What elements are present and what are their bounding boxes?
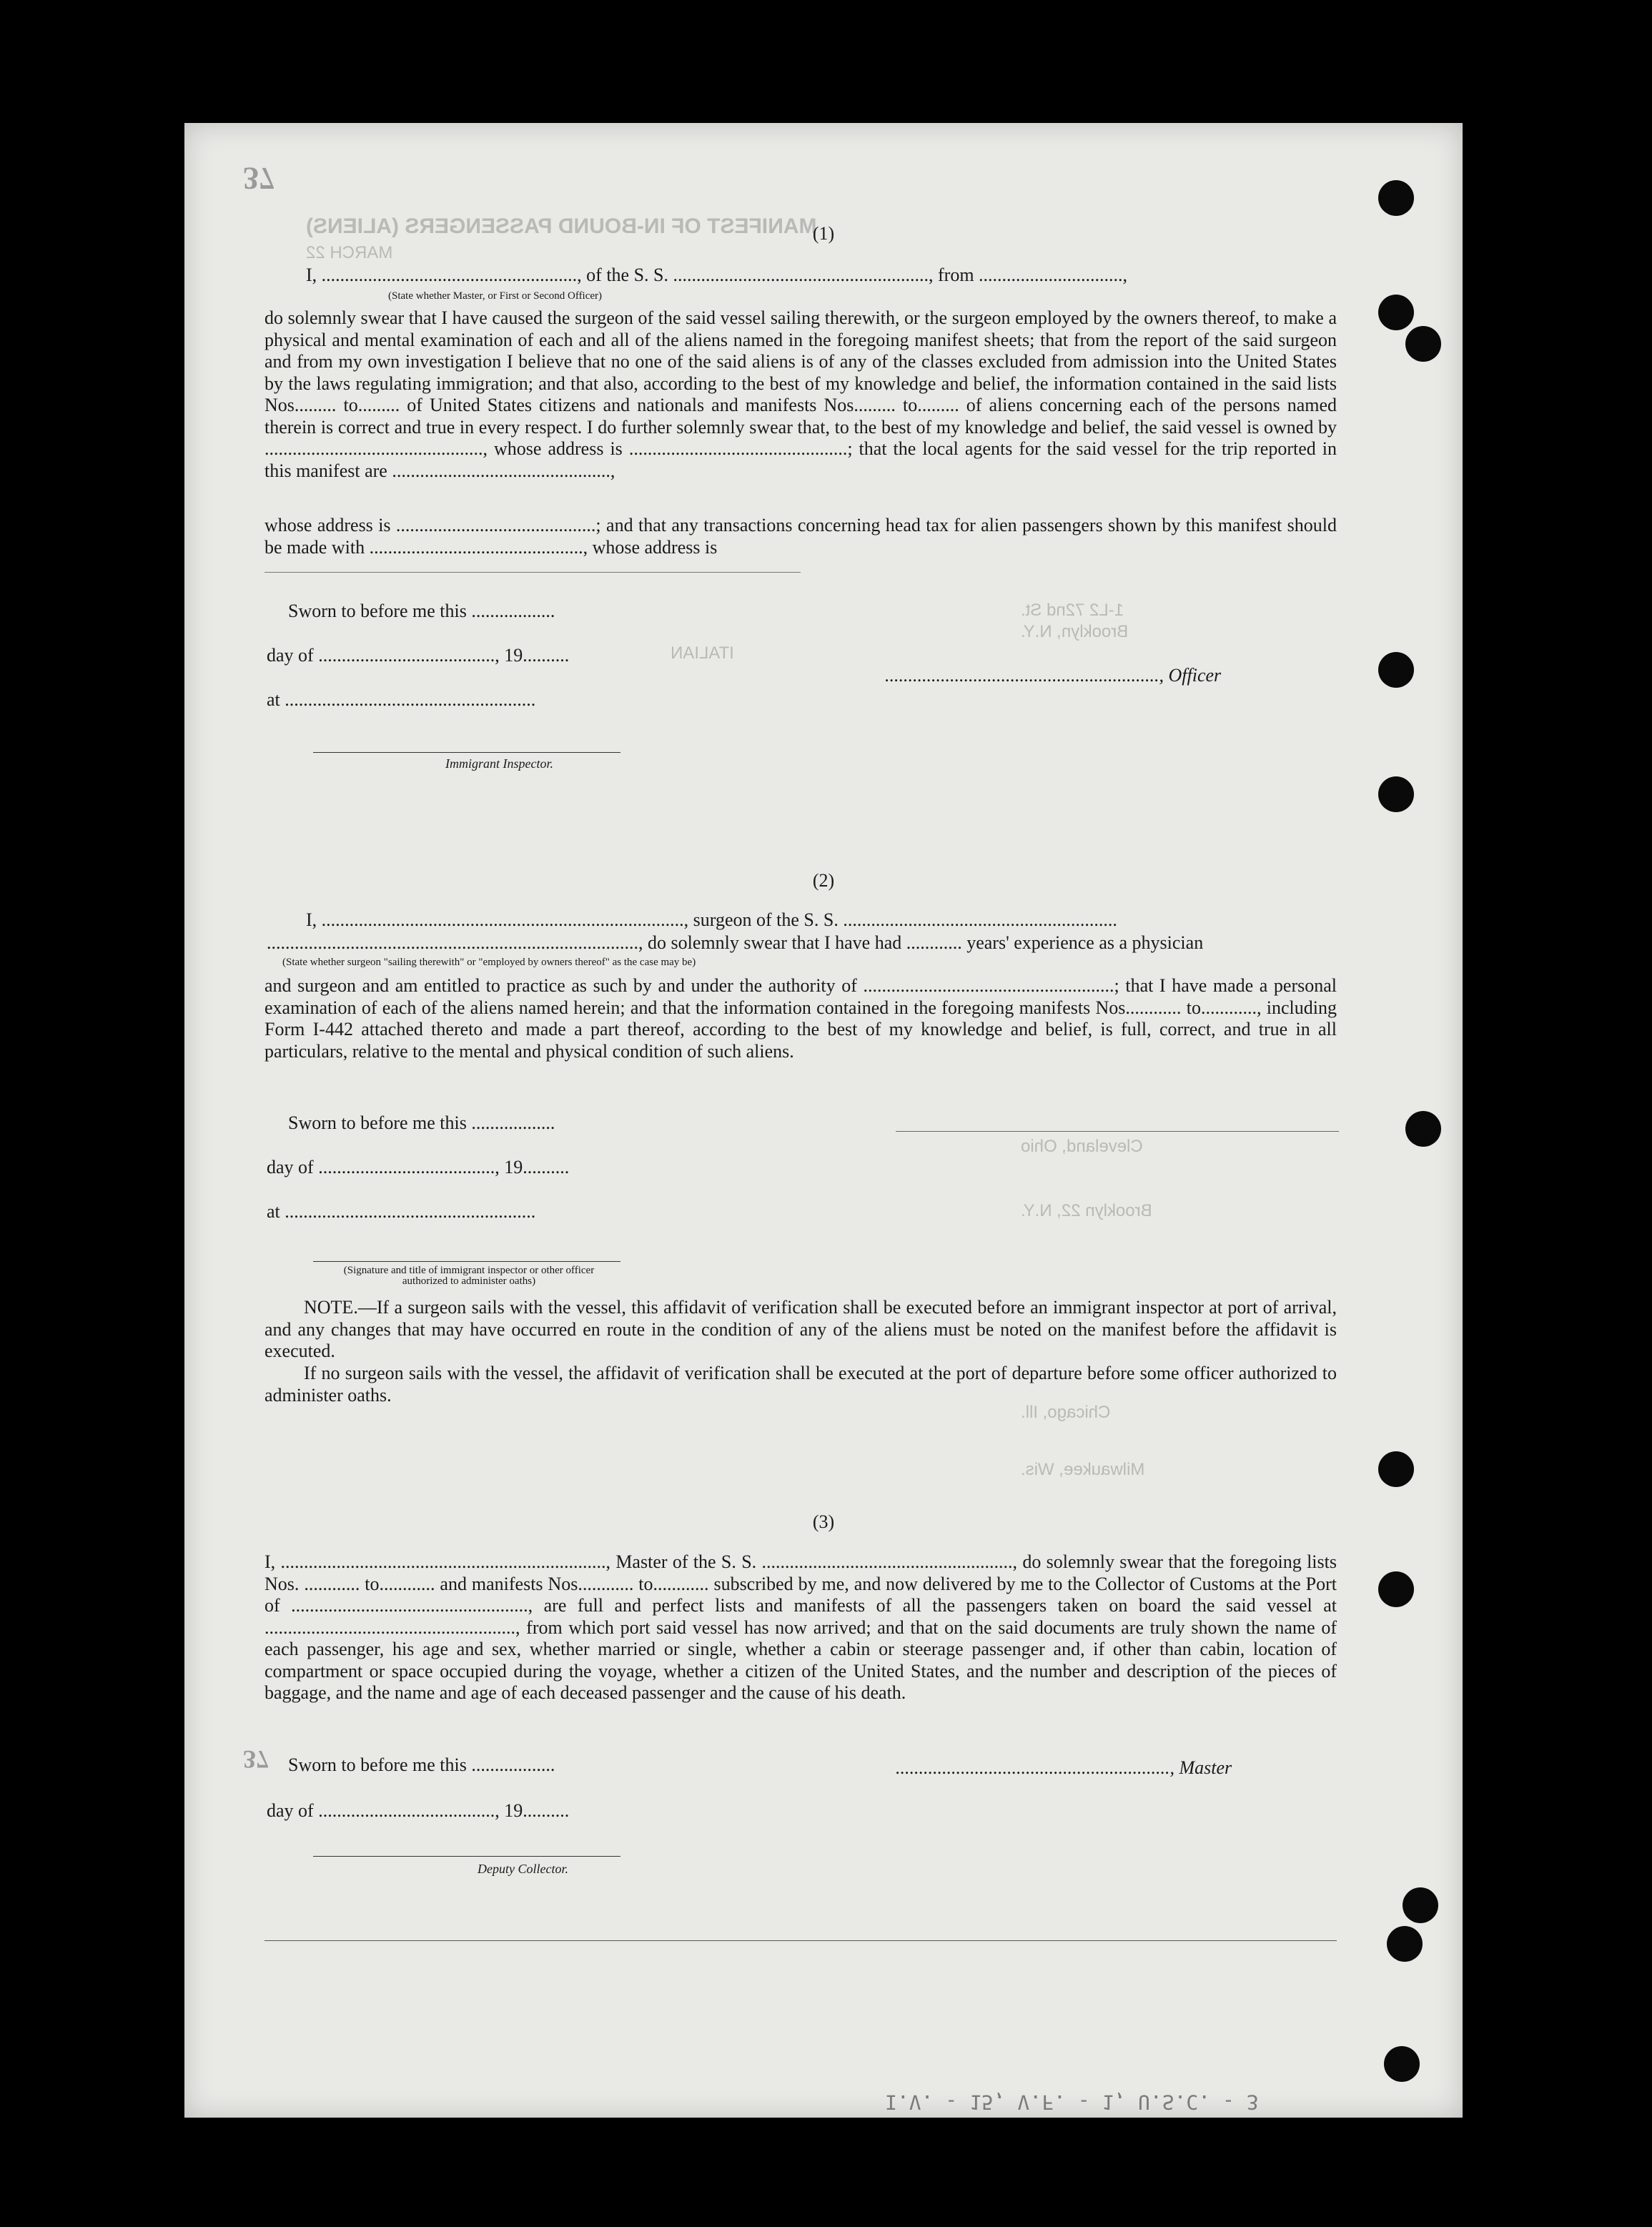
punch-hole [1387,1926,1423,1962]
punch-hole [1378,652,1414,688]
section-2-note-second: If no surgeon sails with the vessel, the affidavit of verification shall be executed at the port of departure before some officer authorized to administer oaths. [264,1363,1337,1406]
bleed-text: 1-L2 72nd St. [1021,601,1124,620]
punch-hole [1378,180,1414,216]
bottom-rule [264,1940,1337,1941]
section-2-signature-note: (Signature and title of immigrant inspector or other officer authorized to administer oaths) [343,1265,595,1287]
section-2-note [264,1297,1337,1363]
note-label: NOTE. [304,1297,358,1318]
punch-hole [1405,326,1441,362]
bleed-text: MARCH 22 [306,243,393,262]
signature-line [896,1131,1339,1132]
signature-line [313,752,620,753]
section-3-number: (3) [812,1511,835,1532]
form-code: I.V. - 15, V.F. - 1, U.S.C. - 3 [885,2090,1259,2114]
section-3-sworn: Sworn to before me this .................. [288,1754,555,1775]
bleed-text: Milwaukee, Wis. [1021,1460,1145,1479]
punch-hole [1378,295,1414,330]
section-3-day: day of ......................................, 19.......... [267,1800,570,1821]
section-1-sworn: Sworn to before me this .................. [288,601,555,621]
section-2-second-line-note: (State whether surgeon "sailing therewith" or "employed by owners thereof" as the case may be) [282,957,696,968]
section-3-master: ..........................................................., Master [896,1757,1232,1778]
section-1-officer: ..........................................................., Officer [885,665,1222,686]
punch-hole [1378,776,1414,812]
signature-line [313,1856,620,1857]
section-2-sworn: Sworn to before me this .................. [288,1112,555,1133]
bleed-text: Cleveland, Ohio [1021,1137,1143,1156]
document-page [184,123,1463,2118]
section-2-day: day of ......................................, 19.......... [267,1157,570,1177]
punch-hole [1403,1887,1438,1923]
section-1-day: day of ......................................, 19.......... [267,645,570,666]
punch-hole [1405,1111,1441,1147]
bleed-text: MANIFEST OF IN-BOUND PASSENGERS (ALIENS) [306,214,817,238]
page-number: 37 [243,161,274,196]
signature-line [313,1261,620,1262]
section-1-first-line: I, ......................................................., of the S. S. ......................................................., from ..............................., [306,265,1128,285]
divider-line [264,572,801,573]
section-1-at: at ...................................................... [267,689,536,710]
section-1-number: (1) [812,223,835,244]
section-2-paragraph: and surgeon and am entitled to practice as such by and under the authority of ......................................................; that I have made a personal examination of each of the aliens named herein; and that the information contained in the foregoing manifests Nos............ to............, including Form I-442 attached thereto and made a part thereof, according to the best of my knowledge and belief, is full, correct, and true in all particulars, relative to the mental and physical condition of such aliens. [264,975,1337,1062]
punch-hole [1378,1571,1414,1607]
section-2-at: at ...................................................... [267,1201,536,1222]
punch-hole [1384,2046,1420,2082]
bleed-text: ITALIAN [671,643,734,663]
section-1-address-line: whose address is ...........................................; and that any transactions concerning head tax for alien passengers shown by this manifest should be made with .............................................., whose address is [264,515,1337,558]
note-text: —If a surgeon sails with the vessel, this affidavit of verification shall be executed before an immigrant inspector at port of arrival, and any changes that may have occurred en route in the condition of any of the aliens must be noted on the manifest before the affidavit is executed. [264,1297,1337,1361]
section-1-first-line-note: (State whether Master, or First or Second Officer) [388,290,603,302]
section-2-second-line: ................................................................................, do solemnly swear that I have had ............ years' experience as a physician [267,932,1204,953]
section-1-inspector-label: Immigrant Inspector. [445,756,553,771]
bleed-text: Chicago, Ill. [1021,1403,1111,1422]
bleed-text: Brooklyn 22, N.Y. [1021,1201,1152,1220]
punch-hole [1378,1451,1414,1487]
section-1-paragraph: do solemnly swear that I have caused the surgeon of the said vessel sailing therewith, or the surgeon employed by the owners thereof, to make a physical and mental examination of each and all of the aliens named in the foregoing manifest sheets; that from the report of the said surgeon and from my own investigation I believe that no one of the said aliens is of any of the classes excluded from admission into the United States by the laws regulating immigration; and that also, according to the best of my knowledge and belief, the information contained in the said lists Nos......... to......... of United States citizens and nationals and manifests Nos......... to......... of aliens concerning each of the persons named therein is correct and true in every respect. I do further solemnly swear that, to the best of my knowledge and belief, the said vessel is owned by ..............................................., whose address is ...............................................; that the local agents for the said vessel for the trip reported in this manifest are ..............................................., [264,307,1337,481]
page-number-bottom: 37 [243,1745,269,1774]
section-2-number: (2) [812,870,835,891]
section-2-first-line: I, .............................................................................., surgeon of the S. S. ........................................................... [306,909,1117,930]
section-3-paragraph: I, ......................................................................, Master of the S. S. ......................................................, do solemnly swear that the foregoing lists Nos. ............ to............ and manifests Nos............ to............ subscribed by me, and now delivered by me to the Collector of Customs at the Port of ..................................................., are full and perfect lists and manifests of all the passengers taken on board the said vessel at ......................................................, from which port said vessel has now arrived; and that on the said documents are truly shown the name of each passenger, his age and sex, whether married or single, whether a cabin or steerage passenger and, if other than cabin, location of compartment or space occupied during the voyage, whether a citizen of the United States, and the number and description of the pieces of baggage, and the name and age of each deceased passenger and the cause of his death. [264,1551,1337,1703]
section-3-deputy-label: Deputy Collector. [478,1862,568,1876]
bleed-text: Brooklyn, N.Y. [1021,622,1129,641]
